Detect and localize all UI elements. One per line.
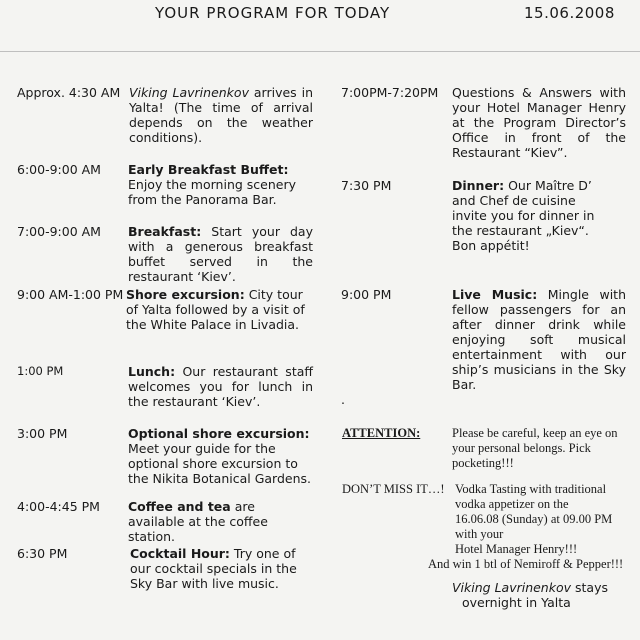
event-text: are available at the coffee station.	[128, 499, 268, 544]
event-text: Our restaurant staff welcomes you for lunch in the restaurant ‘Kiev’.	[128, 364, 313, 409]
dont-miss-label: DON’T MISS IT…!	[342, 482, 445, 496]
event-description	[128, 162, 313, 207]
program-header-title: YOUR PROGRAM FOR TODAY	[155, 4, 391, 22]
event-title: Lunch:	[128, 364, 176, 379]
event-text: City tour of Yalta followed by a visit of the White Palace in Livadia.	[126, 287, 305, 332]
event-description	[128, 224, 313, 284]
dont-miss-prize: And win 1 btl of Nemiroff & Pepper!!!	[428, 557, 624, 571]
event-text: arrives in Yalta! (The time of arrival depends on the weather conditions).	[129, 85, 313, 145]
overnight-text: stays	[571, 580, 608, 595]
event-description	[128, 364, 313, 409]
stray-dot: .	[341, 392, 345, 407]
event-title: Early Breakfast Buffet:	[128, 162, 289, 177]
event-time: 3:00 PM	[17, 426, 68, 441]
event-title: Shore excursion:	[126, 287, 245, 302]
event-time: 6:00-9:00 AM	[17, 162, 101, 177]
event-description	[452, 85, 626, 160]
event-time: 9:00 PM	[341, 287, 392, 302]
event-time: 7:00PM-7:20PM	[341, 85, 439, 100]
overnight-note-line2: overnight in Yalta	[462, 595, 571, 610]
dont-miss-line: vodka appetizer on the	[455, 497, 569, 511]
event-title: Coffee and tea	[128, 499, 231, 514]
event-title: Breakfast:	[128, 224, 202, 239]
event-description	[452, 287, 626, 392]
event-title: Live Music:	[452, 287, 538, 302]
event-text: Questions & Answers with your Hotel Manager Henry at the Program Director’s Office in front of the Restaurant “Kiev”.	[452, 85, 626, 160]
header-divider	[0, 51, 640, 52]
event-time: 7:00-9:00 AM	[17, 224, 101, 239]
event-description	[129, 85, 313, 145]
event-time: 4:00-4:45 PM	[17, 499, 100, 514]
ship-name: Viking Lavrinenkov	[452, 580, 572, 595]
event-text: Start your day with a generous breakfast buffet served in the restaurant ‘Kiev’.	[128, 224, 313, 284]
dont-miss-line: Hotel Manager Henry!!!	[455, 542, 578, 556]
event-time: Approx. 4:30 AM	[17, 85, 121, 100]
dont-miss-line: with your	[455, 527, 504, 541]
event-time: 7:30 PM	[341, 178, 392, 193]
event-title: Dinner:	[452, 178, 505, 193]
event-text: Mingle with fellow passengers for an after dinner drink while enjoying soft musical entertainment with our ship’s musicians in the Sky Bar.	[452, 287, 626, 392]
attention-label: ATTENTION:	[342, 426, 421, 440]
overnight-note	[452, 580, 608, 595]
event-description	[130, 546, 313, 591]
event-description	[128, 426, 313, 486]
event-title: Cocktail Hour:	[130, 546, 230, 561]
event-time: 9:00 AM-1:00 PM	[17, 287, 124, 302]
event-description	[128, 499, 303, 544]
event-time: 6:30 PM	[17, 546, 68, 561]
event-text: Meet your guide for the optional shore excursion to the Nikita Botanical Gardens.	[128, 441, 312, 486]
event-text: Try one of our cocktail specials in the Sky Bar with live music.	[130, 546, 297, 591]
event-description	[126, 287, 313, 332]
event-title: Optional shore excursion:	[128, 426, 310, 441]
dont-miss-line: Vodka Tasting with traditional	[455, 482, 607, 496]
dont-miss-text	[455, 482, 612, 557]
event-text: Enjoy the morning scenery from the Panorama Bar.	[128, 177, 296, 207]
event-text: Our Maître D’ and Chef de cuisine invite you for dinner in the restaurant „Kiev“. Bon appétit!	[452, 178, 595, 253]
attention-text: Please be careful, keep an eye on your personal belongs. Pick pocketing!!!	[452, 426, 618, 470]
ship-name: Viking Lavrinenkov	[129, 85, 249, 100]
event-time: 1:00 PM	[17, 364, 64, 378]
dont-miss-line: 16.06.08 (Sunday) at 09.00 PM	[455, 512, 613, 526]
event-description	[452, 178, 612, 253]
program-header-date: 15.06.2008	[524, 4, 615, 22]
